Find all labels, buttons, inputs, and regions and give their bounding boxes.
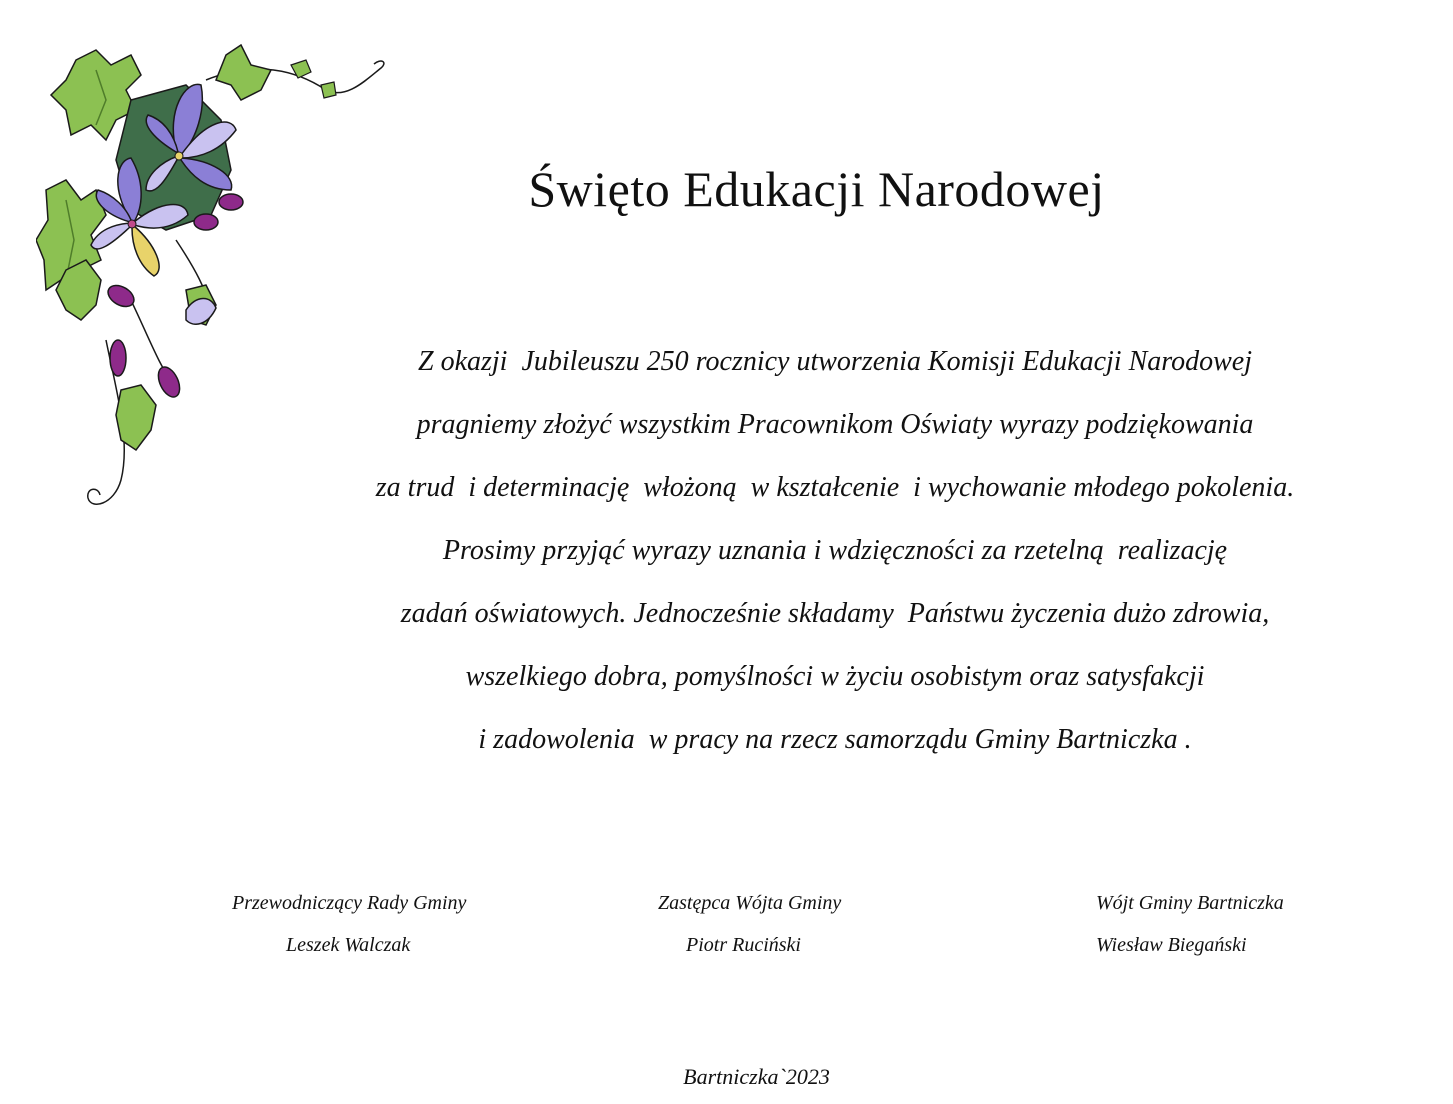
body-line: za trud i determinację włożoną w kształcenie i wychowanie młodego pokolenia. <box>375 472 1295 503</box>
body-line: zadań oświatowych. Jednocześnie składamy Państwu życzenia dużo zdrowia, <box>400 598 1270 629</box>
signature-role-mayor: Wójt Gminy Bartniczka <box>1096 892 1284 914</box>
body-line: wszelkiego dobra, pomyślności w życiu osobistym oraz satysfakcji <box>465 661 1205 692</box>
footer-place-year: Bartniczka`2023 <box>683 1064 830 1089</box>
signature-role-deputy-mayor: Zastępca Wójta Gminy <box>658 892 842 914</box>
signature-role-council-chair: Przewodniczący Rady Gminy <box>232 892 467 914</box>
body-line: i zadowolenia w pracy na rzecz samorządu Gminy Bartniczka . <box>478 724 1192 755</box>
body-line: Prosimy przyjąć wyrazy uznania i wdzięczności za rzetelną realizację <box>442 535 1228 566</box>
signature-name-council-chair: Leszek Walczak <box>286 934 411 956</box>
body-line: pragniemy złożyć wszystkim Pracownikom Oświaty wyrazy podziękowania <box>416 409 1254 440</box>
body-line: Z okazji Jubileuszu 250 rocznicy utworzenia Komisji Edukacji Narodowej <box>418 346 1252 377</box>
signature-name-mayor: Wiesław Biegański <box>1096 934 1247 956</box>
page-title: Święto Edukacji Narodowej <box>528 161 1105 217</box>
greeting-body <box>270 330 1400 771</box>
signature-name-deputy-mayor: Piotr Ruciński <box>686 934 801 956</box>
